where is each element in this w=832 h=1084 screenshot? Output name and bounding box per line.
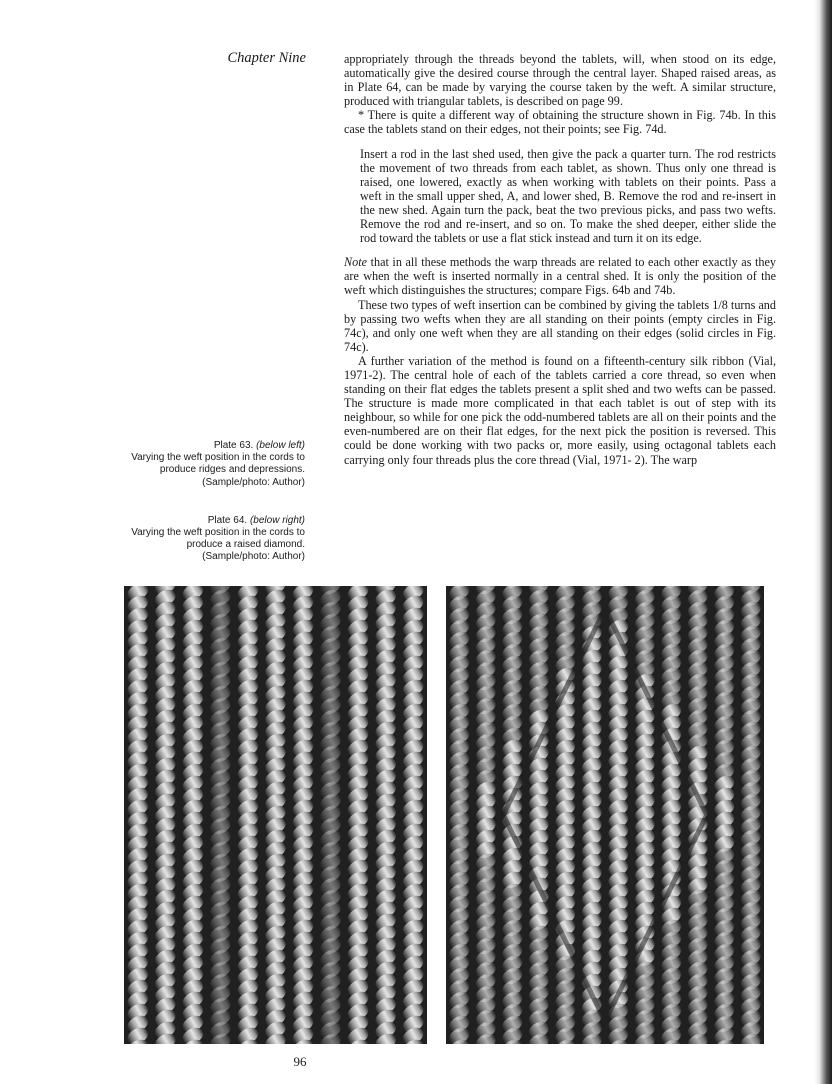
caption-text: Varying the weft position in the cords to produce a raised diamond.	[131, 527, 305, 551]
paragraph-4: These two types of weft insertion can be combined by giving the tablets 1/8 turns and by passing two wefts when they are all standing on their points (empty circles in Fig. 74c), and only one weft when they are all standing on their edges (solid circles in Fig. 74c).	[344, 297, 776, 354]
scan-edge-shadow	[814, 0, 832, 1084]
caption-position: (below right)	[249, 514, 305, 526]
caption-credit: (Sample/photo: Author)	[202, 476, 305, 488]
caption-label: Plate 63.	[213, 440, 254, 451]
caption-position: (below left)	[256, 440, 305, 451]
caption-heading	[100, 440, 305, 452]
paragraph-5: A further variation of the method is found on a fifteenth-century silk ribbon (Vial, 1971-2). The central hole of each of the tablets carried a core thread, so even when standing on their flat edges the tablets present a split shed and two wefts can be passed. The structure is made more complicated in that each tablet is out of step with its neighbour, so while for one pick the odd-numbered tablets are all on their points and the even-numbered are on their flat edges, for the next pick the position is reversed. This could be done working with two packs or, more easily, using octagonal tablets each carrying only four threads plus the core thread (Vial, 1971- 2). The warp	[344, 353, 776, 467]
caption-label: Plate 64.	[207, 514, 248, 526]
caption-heading	[100, 515, 305, 527]
caption-credit: (Sample/photo: Author)	[202, 551, 305, 563]
instruction-block: Insert a rod in the last shed used, then give the pack a quarter turn. The rod restricts the movement of two threads from each tablet, as shown. Thus only one thread is raised, one lowered, exactly as when working with tablets on their points. Pass a weft in the small upper shed, A, and lower shed, B. Remove the rod and re-insert in the new shed. Again turn the pack, beat the two previous picks, and pass two wefts. Remove the rod and re-insert, and so on. To make the shed deeper, either slide the rod toward the tablets or use a flat stick instead and turn it on its edge.	[360, 146, 776, 246]
paragraph-2: * There is quite a different way of obtaining the structure shown in Fig. 74b. In this case the tablets stand on their edges, not their points; see Fig. 74d.	[344, 108, 776, 137]
running-head: Chapter Nine	[227, 50, 306, 66]
page-number: 96	[293, 1054, 307, 1069]
plate-64-photo	[446, 586, 764, 1044]
woven-cords-image	[124, 586, 427, 1044]
caption-text: Varying the weft position in the cords to produce ridges and depressions.	[131, 452, 305, 476]
paragraph-1: appropriately through the threads beyond the tablets, will, when stood on its edge, automatically give the desired course through the central layer. Shaped raised areas, as in Plate 64, can be made by varying the course taken by the weft. A similar structure, produced with triangular tablets, is described on page 99.	[344, 52, 776, 109]
note-word: Note	[344, 255, 368, 270]
caption-plate-63	[100, 440, 305, 489]
woven-diamond-image	[446, 586, 764, 1044]
paragraph-3-text: that in all these methods the warp threads are related to each other exactly as they are when the weft is inserted normally in a central shed. It is only the position of the weft which distinguishes the structures; compare Figs. 64b and 74b.	[344, 255, 776, 298]
paragraph-3	[344, 255, 776, 297]
plate-63-photo	[124, 586, 427, 1044]
plate-captions	[100, 440, 305, 590]
body-text	[344, 52, 776, 467]
caption-plate-64	[100, 515, 305, 564]
